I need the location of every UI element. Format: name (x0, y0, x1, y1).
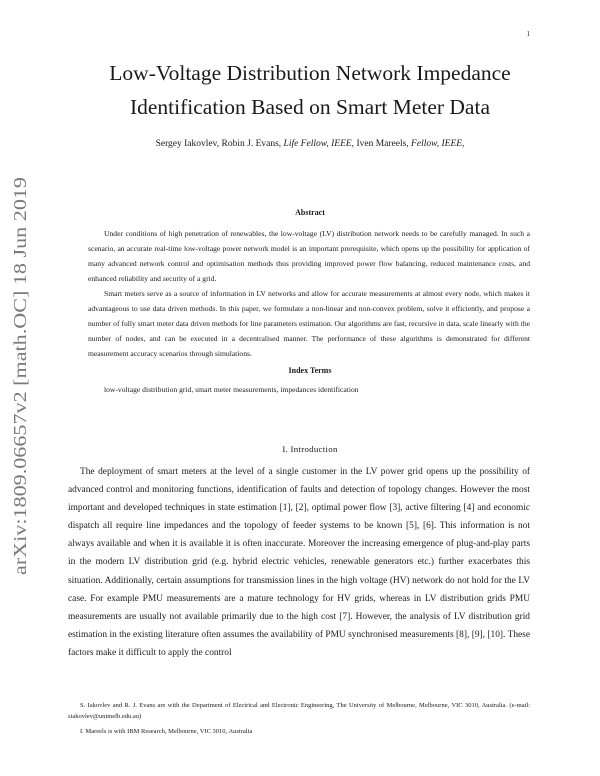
introduction-paragraph-1: The deployment of smart meters at the level of a single customer in the LV power grid opens up the possibility of advanced control and monitoring functions, identification of faults and detection of topology changes. However the most important and developed techniques in state estimation [1], [2], optimal power flow [3], active filtering [4] and economic dispatch all require line impedances and the topology of feeder systems to be known [5], [6]. This information is not always available and when it is available it is often inaccurate. Moreover the increasing emergence of plug-and-play parts in the modern LV distribution grid (e.g. hybrid electric vehicles, renewable generators etc.) further exacerbates this situation. Additionally, certain assumptions for transmission lines in the high voltage (HV) network do not hold for the LV case. For example PMU measurements are a mature technology for HV grids, whereas in LV distribution grids PMU measurements are usually not available primarily due to the high cost [7]. However, the analysis of LV distribution grid estimation in the existing literature often assumes the availability of PMU synchronised measurements [8], [9], [10]. These factors make it difficult to apply the control (68, 467, 530, 658)
arxiv-stamp (8, 175, 32, 575)
title-line-2: Identification Based on Smart Meter Data (129, 95, 490, 119)
introduction-body (68, 463, 530, 662)
section-heading-introduction: I. Introduction (282, 444, 338, 454)
paper-title (60, 56, 560, 124)
page-number: 1 (526, 30, 530, 38)
footnote-affiliation-2: I. Mareels is with IBM Research, Melbourne, VIC 3010, Australia (80, 728, 253, 735)
abstract-paragraph-1: Under conditions of high penetration of renewables, the low-voltage (LV) distribution network needs to be carefully managed. In such a scenario, an accurate real-time low-voltage power network model is an important prerequisite, which opens up the possibility for application of many advanced network control and optimisation methods thus providing improved power flow balancing, reduced maintenance costs, and enhanced reliability and security of a grid. (88, 229, 530, 283)
authors-fellow-1: Life Fellow, IEEE, (283, 139, 355, 149)
index-terms: low-voltage distribution grid, smart meter measurements, impedances identification (104, 385, 359, 394)
authors-part-2: Iven Mareels, (354, 139, 412, 149)
authors-fellow-2: Fellow, IEEE, (411, 139, 465, 149)
arxiv-id: arXiv:1809.06657v2 [math.OC] 18 Jun 2019 (10, 260, 30, 575)
author-list (60, 139, 560, 149)
index-terms-heading: Index Terms (288, 366, 332, 375)
abstract (88, 226, 530, 361)
footnotes (68, 700, 530, 741)
title-line-1: Low-Voltage Distribution Network Impedance (109, 61, 511, 85)
abstract-heading: Abstract (295, 208, 325, 217)
footnote-affiliation-1: S. Iakovlev and R. J. Evans are with the Department of Electrical and Electronic Engineering, The University of Melbourne, Melbourne, VIC 3010, Australia. (e-mail: siakovlev@unimelb.edu.au) (68, 702, 530, 720)
authors-part-1: Sergey Iakovlev, Robin J. Evans, (155, 139, 284, 149)
abstract-paragraph-2: Smart meters serve as a source of information in LV networks and allow for accurate measurements at almost every node, which makes it advantageous to use data driven methods. In this paper, we formulate a non-linear and non-convex problem, solve it efficiently, and propose a number of fully smart meter data driven methods for line parameters estimation. Our algorithms are fast, recursive in data, scale linearly with the number of nodes, and can be executed in a decentralised manner. The performance of these algorithms is demonstrated for different measurement accuracy scenarios through simulations. (88, 289, 530, 358)
